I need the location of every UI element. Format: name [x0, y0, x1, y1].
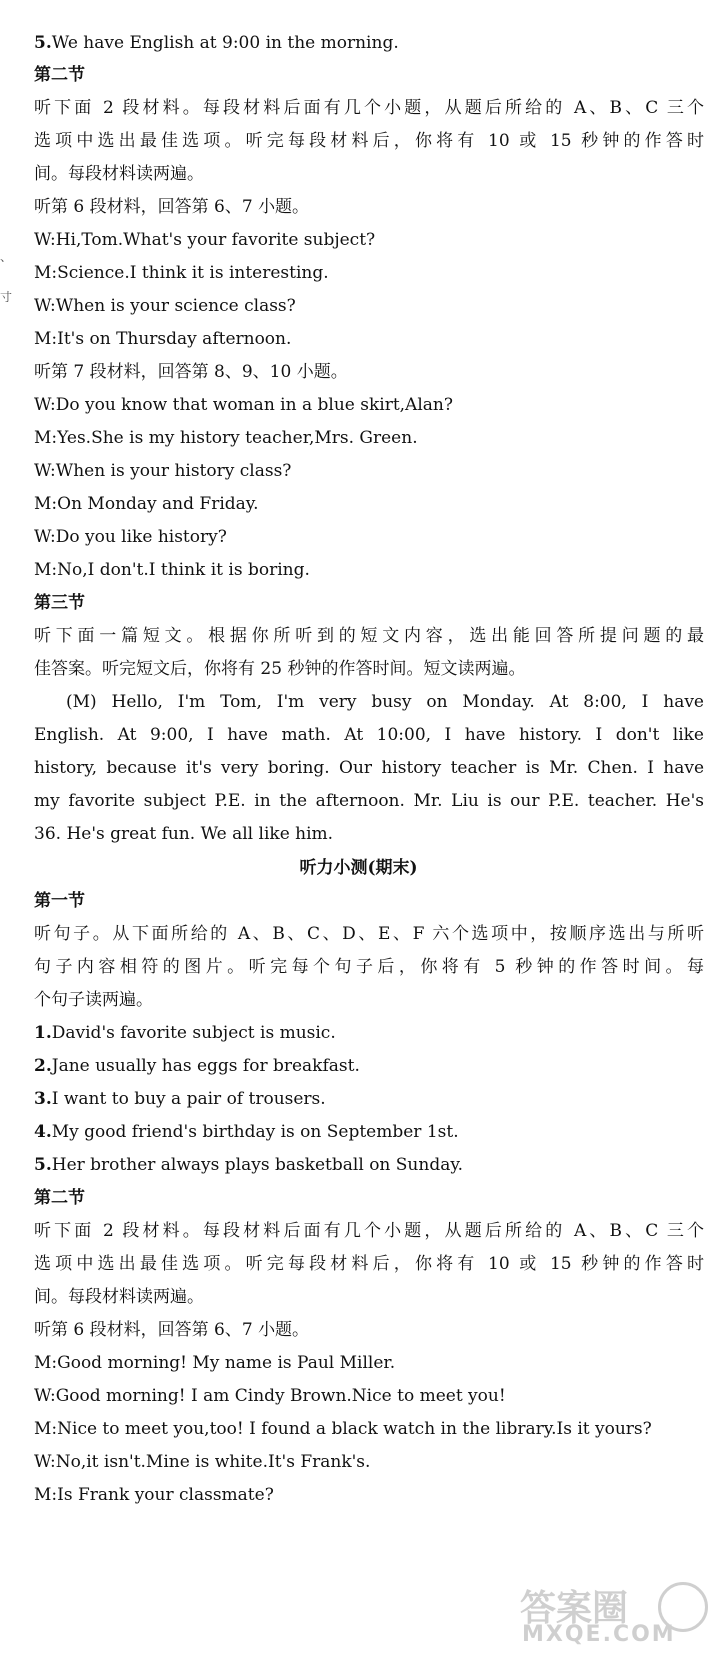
watermark-url: MXQE.COM: [522, 1622, 676, 1647]
dialogue-line: M:Science.I think it is interesting.: [34, 263, 329, 283]
passage-line: 36. He's great fun. We all like him.: [34, 824, 334, 844]
material-intro: 听第 6 段材料，回答第 6、7 小题。: [34, 1320, 310, 1340]
test-title: 听力小测(期末): [299, 858, 418, 878]
instruction-line: 选项中选出最佳选项。听完每段材料后，你将有 10 或 15 秒钟的作答时: [34, 131, 704, 151]
passage-line: (M) Hello, I'm Tom, I'm very busy on Monday. At 8:00, I have: [66, 692, 704, 712]
passage-line: my favorite subject P.E. in the afternoon. Mr. Liu is our P.E. teacher. He's: [34, 791, 704, 811]
dialogue-line: W:Hi,Tom.What's your favorite subject?: [34, 230, 376, 250]
site-watermark: [520, 1580, 710, 1650]
instruction-line: 听句子。从下面所给的 A、B、C、D、E、F 六个选项中，按顺序选出与所听: [34, 924, 704, 944]
dialogue-line: W:Do you like history?: [34, 527, 227, 547]
dialogue-line: M:Good morning! My name is Paul Miller.: [34, 1353, 396, 1373]
dialogue-line: M:It's on Thursday afternoon.: [34, 329, 292, 349]
margin-mark: 、: [0, 250, 13, 264]
instruction-line: 选项中选出最佳选项。听完每段材料后，你将有 10 或 15 秒钟的作答时: [34, 1254, 704, 1274]
sentence-item: 3.I want to buy a pair of trousers.: [34, 1089, 326, 1109]
dialogue-line: W:When is your science class?: [34, 296, 296, 316]
dialogue-line: M:Nice to meet you,too! I found a black watch in the library.Is it yours?: [34, 1419, 652, 1439]
instruction-line: 间。每段材料读两遍。: [34, 164, 204, 184]
instruction-line: 听下面 2 段材料。每段材料后面有几个小题，从题后所给的 A、B、C 三个: [34, 1221, 704, 1241]
dialogue-line: M:On Monday and Friday.: [34, 494, 259, 514]
sentence-item: 2.Jane usually has eggs for breakfast.: [34, 1056, 360, 1076]
sentence-item: 5.Her brother always plays basketball on Sunday.: [34, 1155, 464, 1175]
sentence-item: 4.My good friend's birthday is on September 1st.: [34, 1122, 459, 1142]
dialogue-line: W:Do you know that woman in a blue skirt,Alan?: [34, 395, 453, 415]
section-heading: 第三节: [34, 593, 85, 613]
sentence-item: 1.David's favorite subject is music.: [34, 1023, 336, 1043]
margin-mark: 寸: [0, 290, 13, 304]
section-heading: 第二节: [34, 65, 85, 85]
dialogue-line: W:No,it isn't.Mine is white.It's Frank's.: [34, 1452, 371, 1472]
passage-line: English. At 9:00, I have math. At 10:00, I have history. I don't like: [34, 725, 704, 745]
instruction-line: 听下面 2 段材料。每段材料后面有几个小题，从题后所给的 A、B、C 三个: [34, 98, 704, 118]
dialogue-line: M:Is Frank your classmate?: [34, 1485, 274, 1505]
dialogue-line: M:Yes.She is my history teacher,Mrs. Green.: [34, 428, 418, 448]
material-intro: 听第 6 段材料，回答第 6、7 小题。: [34, 197, 310, 217]
dialogue-line: W:When is your history class?: [34, 461, 292, 481]
instruction-line: 个句子读两遍。: [34, 990, 153, 1010]
material-intro: 听第 7 段材料，回答第 8、9、10 小题。: [34, 362, 348, 382]
item-5: 5.We have English at 9:00 in the morning.: [34, 33, 399, 53]
instruction-line: 句子内容相符的图片。听完每个句子后，你将有 5 秒钟的作答时间。每: [34, 957, 704, 977]
section-heading: 第一节: [34, 891, 85, 911]
instruction-line: 佳答案。听完短文后，你将有 25 秒钟的作答时间。短文读两遍。: [34, 659, 526, 679]
passage-line: history, because it's very boring. Our history teacher is Mr. Chen. I have: [34, 758, 704, 778]
instruction-line: 听下面一篇短文。根据你所听到的短文内容，选出能回答所提问题的最: [34, 626, 704, 646]
dialogue-line: M:No,I don't.I think it is boring.: [34, 560, 310, 580]
section-heading: 第二节: [34, 1188, 85, 1208]
instruction-line: 间。每段材料读两遍。: [34, 1287, 204, 1307]
watermark-logo-text: 答案圈: [520, 1588, 629, 1629]
dialogue-line: W:Good morning! I am Cindy Brown.Nice to meet you!: [34, 1386, 506, 1406]
